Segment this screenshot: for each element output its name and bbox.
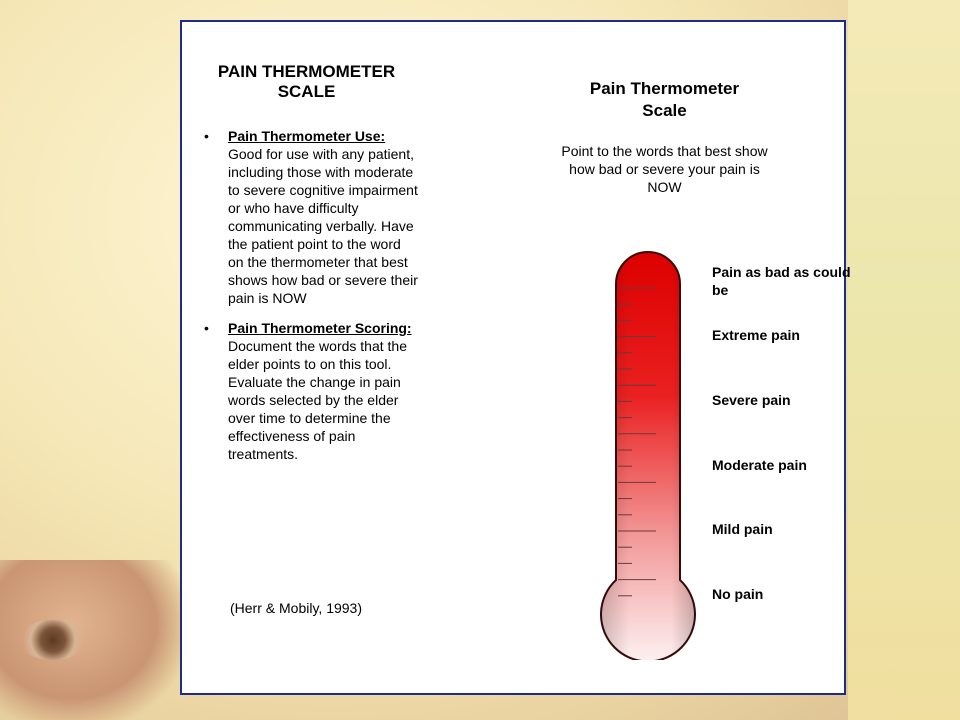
bullet-icon: • — [204, 128, 209, 144]
scale-label-3: Moderate pain — [712, 457, 807, 473]
pain-scale-panel — [180, 20, 851, 695]
scoring-heading: Pain Thermometer Scoring: — [228, 320, 412, 336]
citation: (Herr & Mobily, 1993) — [230, 600, 363, 616]
scale-label-0: Pain as bad as could be — [712, 264, 851, 298]
scale-label-2: Severe pain — [712, 392, 791, 408]
scale-label-5: No pain — [712, 586, 764, 602]
thermometer-icon — [592, 250, 702, 665]
scale-label-1: Extreme pain — [712, 327, 800, 343]
right-title-line1: Pain Thermometer — [589, 79, 740, 98]
scale-label-4: Mild pain — [712, 521, 773, 537]
background-eye — [18, 620, 88, 660]
instructions: Point to the words that best show how bad or severe your pain is NOW — [561, 143, 768, 195]
use-bullet — [204, 127, 419, 307]
background-right-glow — [848, 0, 960, 720]
left-title-line2: SCALE — [277, 82, 336, 101]
bullet-icon: • — [204, 320, 209, 336]
left-column — [204, 62, 419, 463]
use-heading: Pain Thermometer Use: — [228, 128, 386, 144]
use-text: Good for use with any patient, including those with moderate to severe cognitive impairment or who have difficulty communicating verbally. Have the patient point to the word on the thermometer that best shows how bad or severe their pain is NOW — [228, 146, 418, 306]
scoring-text: Document the words that the elder points to on this tool. Evaluate the change in pain words selected by the elder over time to determine the effectiveness of pain treatments. — [228, 338, 407, 462]
right-title-line2: Scale — [642, 101, 687, 120]
scoring-bullet — [204, 319, 419, 463]
right-title — [562, 78, 767, 122]
left-title-line1: PAIN THERMOMETER — [217, 62, 396, 81]
left-title — [204, 62, 409, 102]
